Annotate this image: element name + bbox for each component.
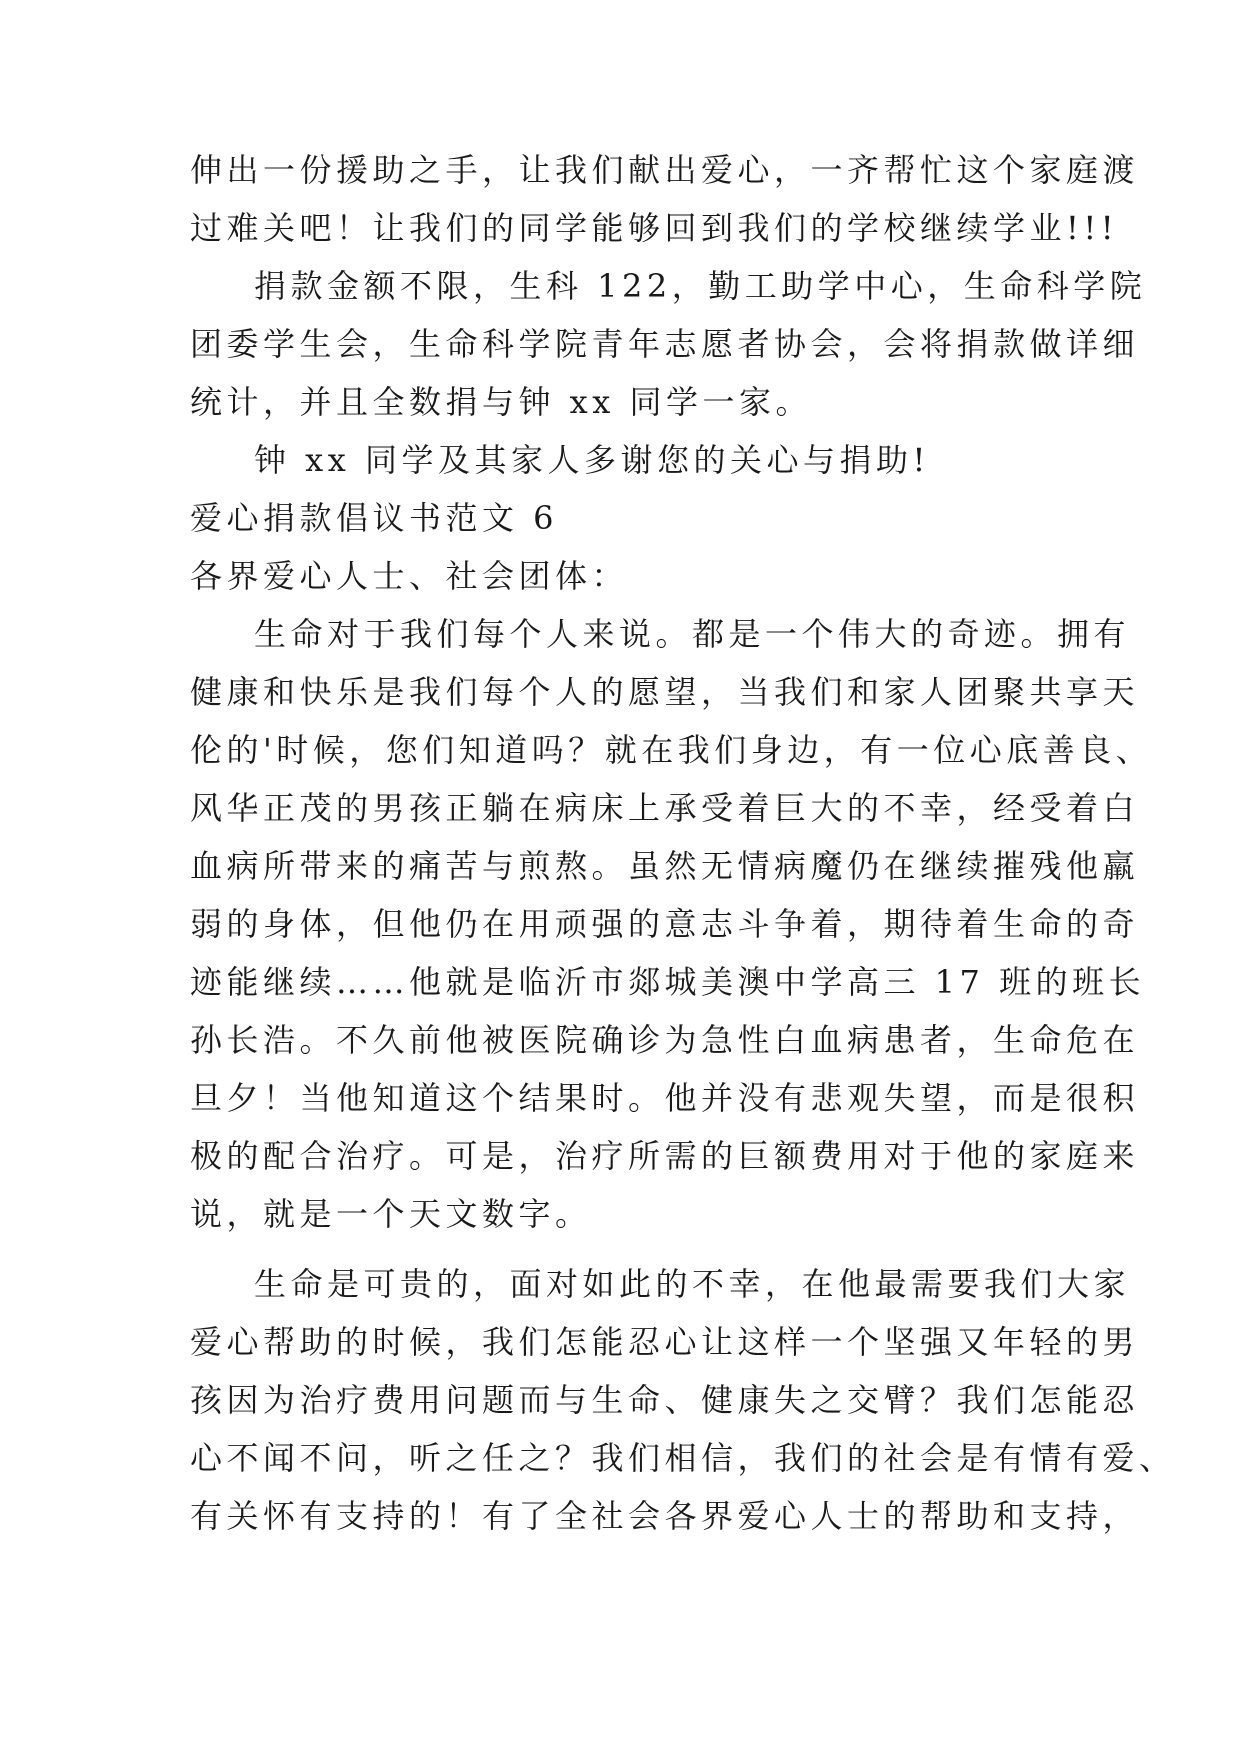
paragraph-start-line: 生命是可贵的，面对如此的不幸，在他最需要我们大家	[254, 1265, 1131, 1303]
paragraph-start-line: 生命对于我们每个人来说。都是一个伟大的奇迹。拥有	[254, 615, 1131, 653]
body-line: 孩因为治疗费用问题而与生命、健康失之交臂？我们怎能忍	[190, 1381, 1140, 1419]
body-line: 风华正茂的男孩正躺在病床上承受着巨大的不幸，经受着白	[190, 789, 1140, 827]
paragraph-start-line: 钟 xx 同学及其家人多谢您的关心与捐助!	[254, 441, 930, 479]
body-line: 心不闻不问，听之任之？我们相信，我们的社会是有情有爱、	[190, 1439, 1176, 1477]
salutation: 各界爱心人士、社会团体：	[190, 557, 629, 595]
body-line: 极的配合治疗。可是，治疗所需的巨额费用对于他的家庭来	[190, 1137, 1140, 1175]
body-line: 统计，并且全数捐与钟 xx 同学一家。	[190, 383, 812, 421]
body-line: 说，就是一个天文数字。	[190, 1195, 592, 1233]
body-line: 迹能继续……他就是临沂市郯城美澳中学高三 17 班的班长	[190, 963, 1146, 1001]
body-line: 孙长浩。不久前他被医院确诊为急性白血病患者，生命危在	[190, 1021, 1140, 1059]
body-line: 爱心帮助的时候，我们怎能忍心让这样一个坚强又年轻的男	[190, 1323, 1140, 1361]
paragraph-start-line: 捐款金额不限，生科 122，勤工助学中心，生命科学院	[254, 267, 1147, 305]
body-line: 有关怀有支持的！有了全社会各界爱心人士的帮助和支持，	[190, 1497, 1140, 1535]
body-line: 弱的身体，但他仍在用顽强的意志斗争着，期待着生命的奇	[190, 905, 1140, 943]
body-line: 健康和快乐是我们每个人的愿望，当我们和家人团聚共享天	[190, 673, 1140, 711]
body-line: 伸出一份援助之手，让我们献出爱心，一齐帮忙这个家庭渡	[190, 151, 1140, 189]
body-line: 团委学生会，生命科学院青年志愿者协会，会将捐款做详细	[190, 325, 1140, 363]
body-line: 旦夕！当他知道这个结果时。他并没有悲观失望，而是很积	[190, 1079, 1140, 1117]
body-line: 过难关吧！让我们的同学能够回到我们的学校继续学业!!!	[190, 209, 1119, 247]
body-line: 伦的'时候，您们知道吗？就在我们身边，有一位心底善良、	[190, 731, 1153, 769]
body-line: 血病所带来的痛苦与煎熬。虽然无情病魔仍在继续摧残他羸	[190, 847, 1140, 885]
section-heading: 爱心捐款倡议书范文 6	[190, 499, 559, 537]
